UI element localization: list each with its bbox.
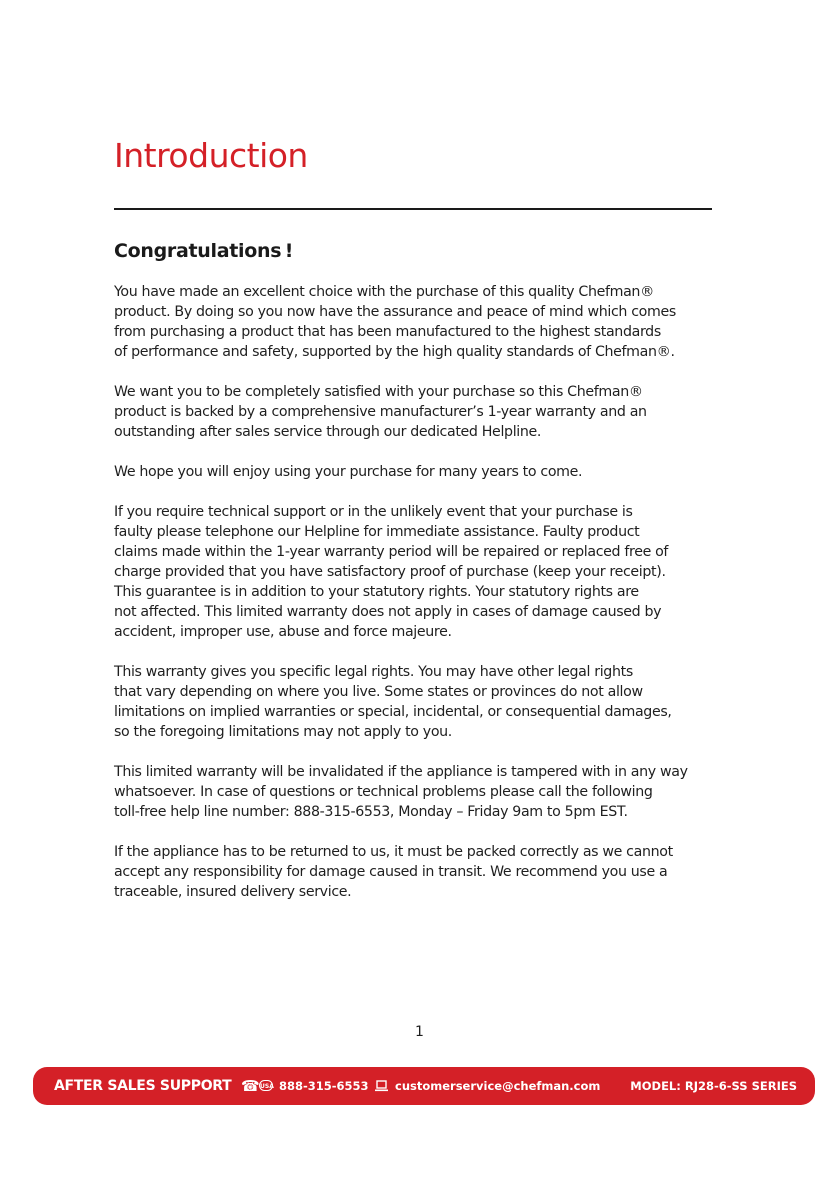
paragraph-line: If you require technical support or in the unlikely event that your purchase is: [114, 504, 633, 520]
laptop-icon: [375, 1079, 388, 1093]
paragraph-line: faulty please telephone our Helpline for immediate assistance. Faulty product: [114, 524, 640, 540]
paragraph-line: that vary depending on where you live. Some states or provinces do not allow: [114, 684, 643, 700]
paragraph-line: We want you to be completely satisfied with your purchase so this Chefman®: [114, 384, 643, 400]
body-paragraph: [114, 502, 724, 642]
paragraph-line: charge provided that you have satisfactory proof of purchase (keep your receipt).: [114, 564, 666, 580]
paragraph-line: whatsoever. In case of questions or technical problems please call the following: [114, 784, 653, 800]
body-paragraph: [114, 382, 724, 442]
support-title: AFTER SALES SUPPORT: [54, 1078, 232, 1094]
paragraph-line: This limited warranty will be invalidated if the appliance is tampered with in any way: [114, 764, 688, 780]
support-footer-bar: [33, 1067, 815, 1105]
body-paragraph: [114, 282, 724, 362]
usa-badge: USA: [259, 1080, 273, 1091]
title-divider: [114, 208, 712, 210]
paragraph-line: If the appliance has to be returned to us, it must be packed correctly as we cannot: [114, 844, 673, 860]
body-text: [114, 282, 724, 922]
paragraph-line: You have made an excellent choice with the purchase of this quality Chefman®: [114, 284, 654, 300]
paragraph-line: This warranty gives you specific legal rights. You may have other legal rights: [114, 664, 633, 680]
paragraph-line: accident, improper use, abuse and force majeure.: [114, 624, 452, 640]
paragraph-line: outstanding after sales service through our dedicated Helpline.: [114, 424, 542, 440]
paragraph-line: We hope you will enjoy using your purchase for many years to come.: [114, 464, 583, 480]
paragraph-line: product is backed by a comprehensive manufacturer’s 1-year warranty and an: [114, 404, 647, 420]
paragraph-line: accept any responsibility for damage caused in transit. We recommend you use a: [114, 864, 668, 880]
paragraph-line: not affected. This limited warranty does not apply in cases of damage caused by: [114, 604, 662, 620]
page-title: Introduction: [114, 136, 308, 175]
page-number: 1: [415, 1024, 424, 1040]
paragraph-line: claims made within the 1-year warranty period will be repaired or replaced free of: [114, 544, 669, 560]
support-email[interactable]: customerservice@chefman.com: [395, 1079, 601, 1093]
paragraph-line: of performance and safety, supported by the high quality standards of Chefman®.: [114, 344, 675, 360]
body-paragraph: [114, 662, 724, 742]
paragraph-line: so the foregoing limitations may not apply to you.: [114, 724, 452, 740]
paragraph-line: toll-free help line number: 888-315-6553, Monday – Friday 9am to 5pm EST.: [114, 804, 628, 820]
section-heading: Congratulations !: [114, 240, 294, 262]
support-phone: 888-315-6553: [279, 1079, 369, 1093]
body-paragraph: [114, 462, 724, 482]
paragraph-line: product. By doing so you now have the assurance and peace of mind which comes: [114, 304, 676, 320]
paragraph-line: limitations on implied warranties or special, incidental, or consequential damages,: [114, 704, 672, 720]
body-paragraph: [114, 842, 724, 902]
paragraph-line: traceable, insured delivery service.: [114, 884, 352, 900]
phone-icon: ☎: [241, 1077, 260, 1095]
model-number: MODEL: RJ28-6-SS SERIES: [630, 1079, 797, 1093]
paragraph-line: from purchasing a product that has been manufactured to the highest standards: [114, 324, 661, 340]
paragraph-line: This guarantee is in addition to your statutory rights. Your statutory rights are: [114, 584, 639, 600]
body-paragraph: [114, 762, 724, 822]
